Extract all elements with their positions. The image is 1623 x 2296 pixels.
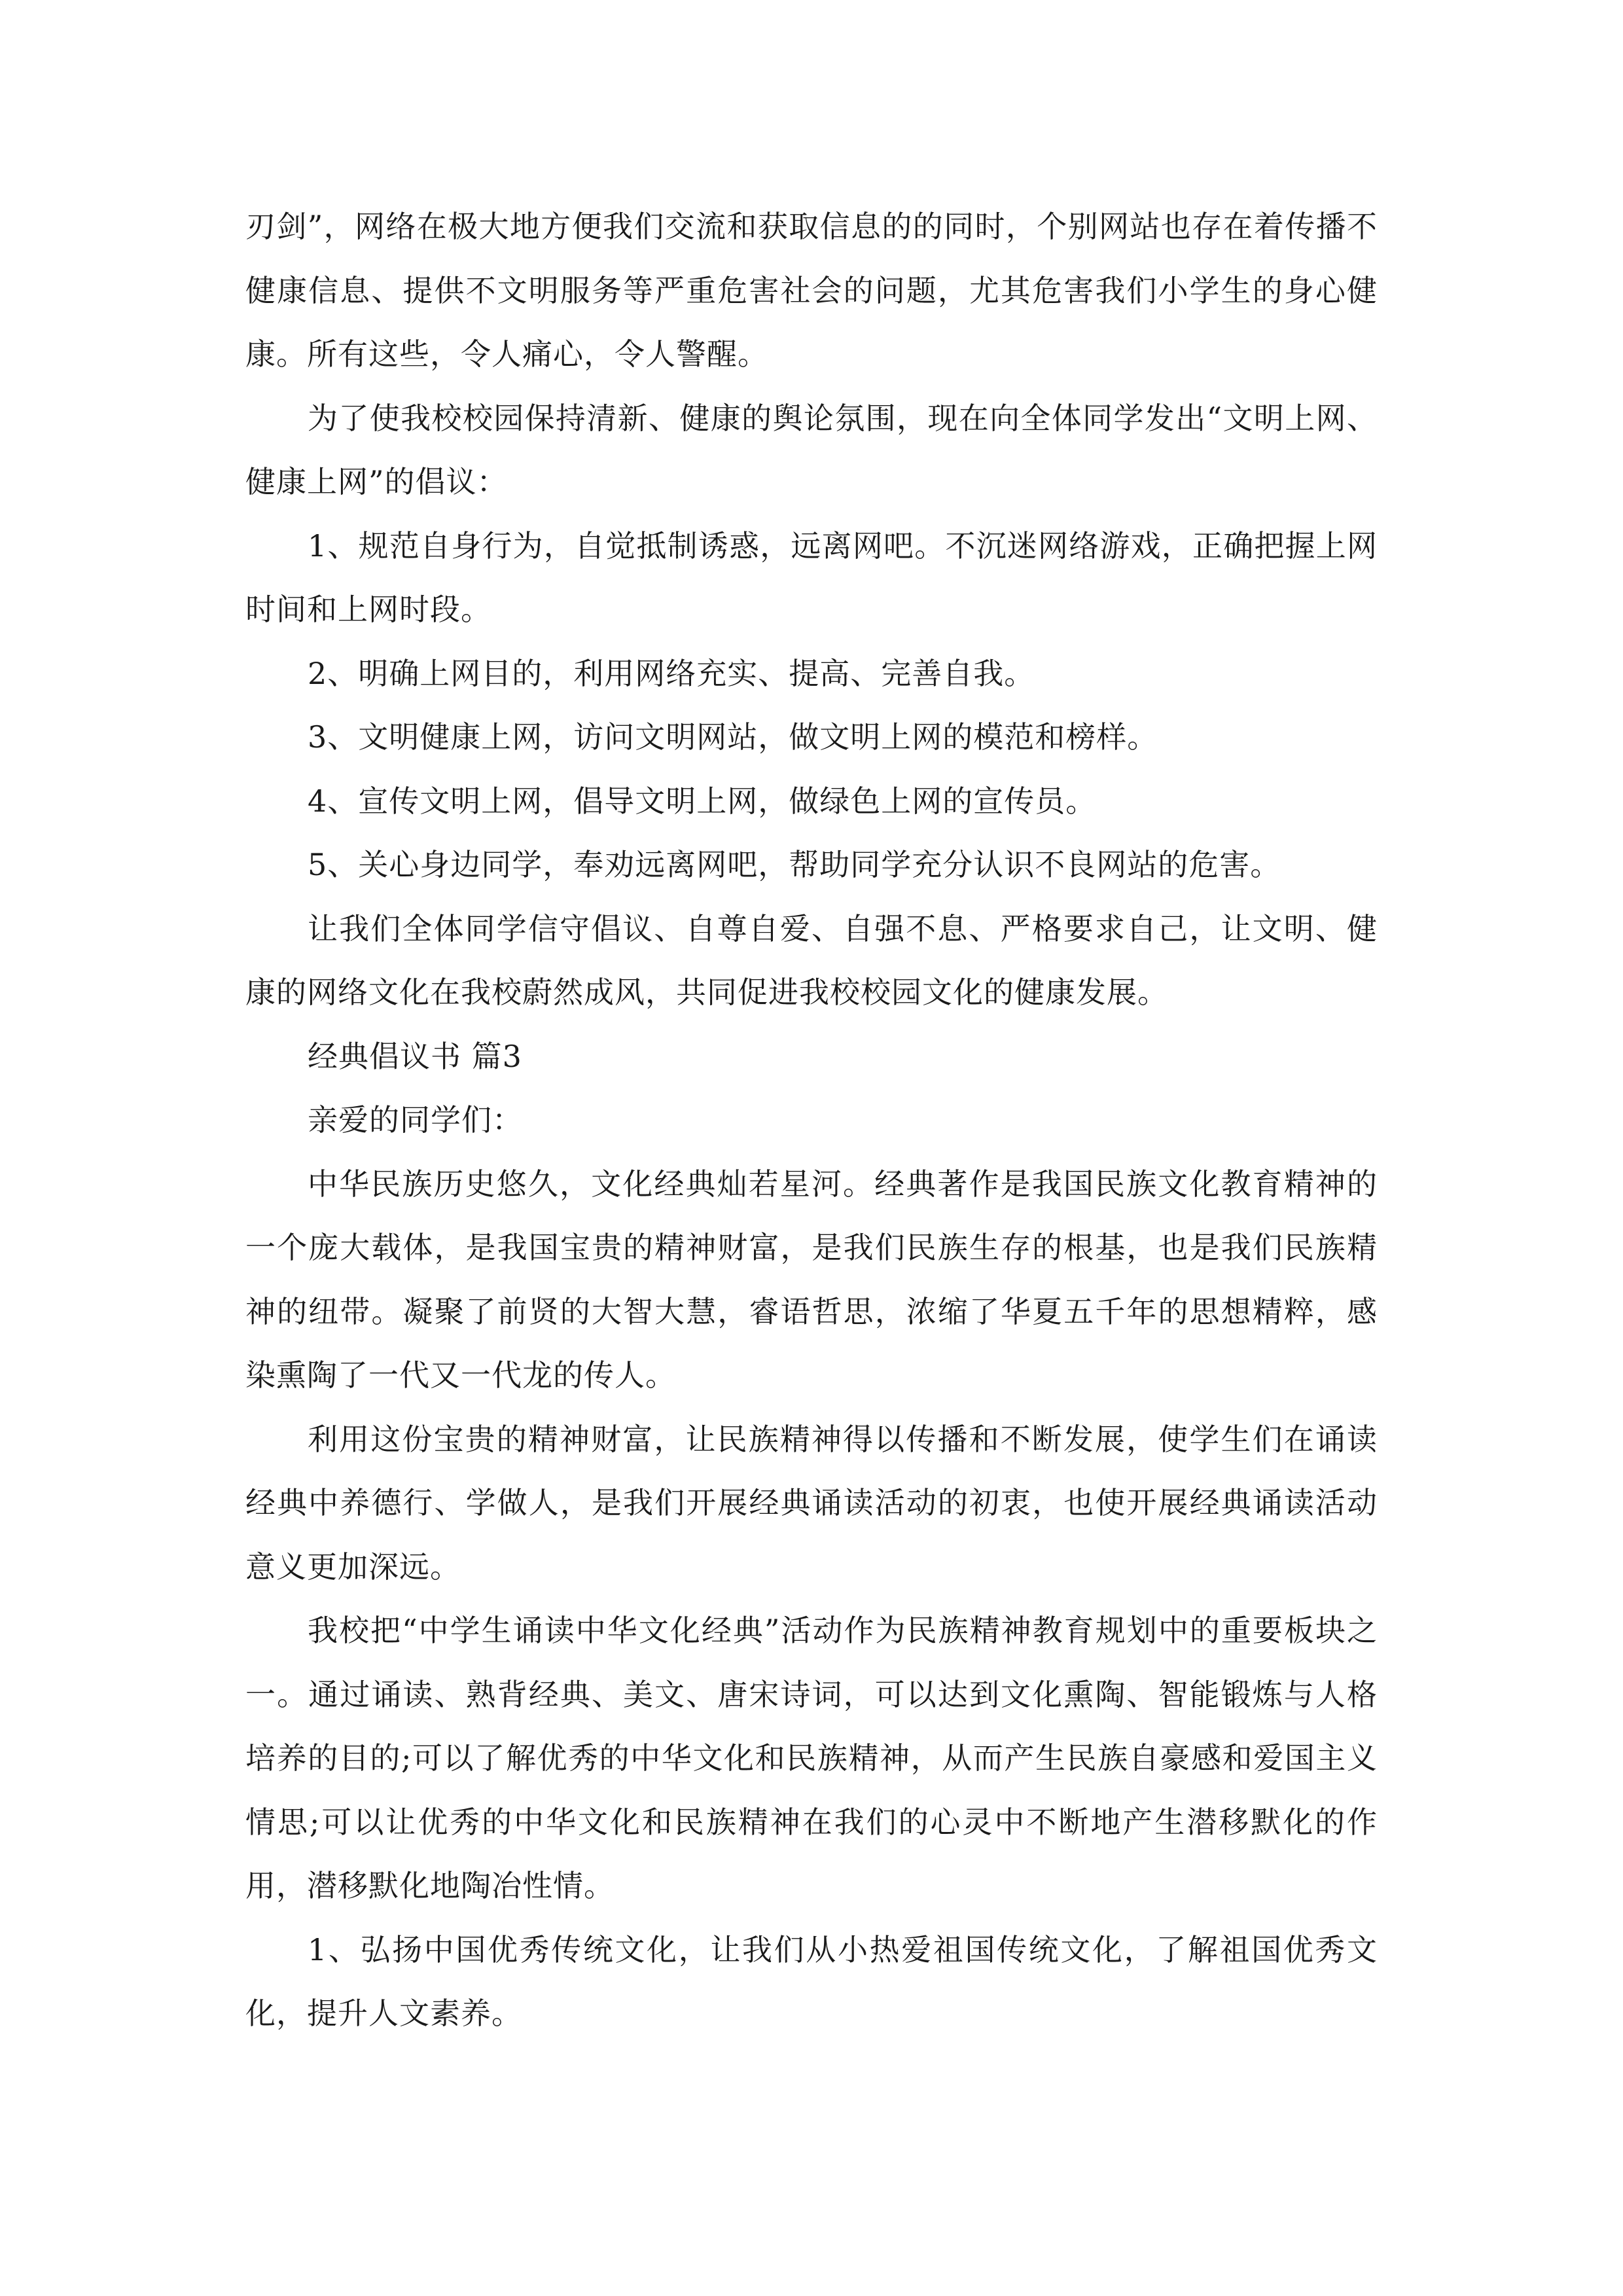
- list-item-2: 2、明确上网目的，利用网络充实、提高、完善自我。: [308, 655, 1035, 691]
- list-item-4: 4、宣传文明上网，倡导文明上网，做绿色上网的宣传员。: [308, 783, 1097, 819]
- list-item-3: 3、文明健康上网，访问文明网站，做文明上网的模范和榜样。: [308, 719, 1158, 755]
- paragraph-classics: 中华民族历史悠久，文化经典灿若星河。经典著作是我国民族文化教育精神的一个庞大载体，是我国宝贵的精神财富，是我们民族生存的根基，也是我们民族精神的纽带。凝聚了前贤的大智大慧，睿语哲思，浓缩了华夏五千年的思想精粹，感染熏陶了一代又一代龙的传人。: [245, 1166, 1378, 1393]
- paragraph-school-plan: 我校把“中学生诵读中华文化经典”活动作为民族精神教育规划中的重要板块之一。通过诵读、熟背经典、美文、唐宋诗词，可以达到文化熏陶、智能锻炼与人格培养的目的;可以了解优秀的中华文化和民族精神，从而产生民族自豪感和爱国主义情思;可以让优秀的中华文化和民族精神在我们的心灵中不断地产生潜移默化的作用，潜移默化地陶冶性情。: [245, 1613, 1378, 1903]
- document-body: [245, 195, 1378, 2046]
- paragraph-purpose: 利用这份宝贵的精神财富，让民族精神得以传播和不断发展，使学生们在诵读经典中养德行、学做人，是我们开展经典诵读活动的初衷，也使开展经典诵读活动意义更加深远。: [245, 1421, 1378, 1585]
- paragraph-continuation: 刃剑”，网络在极大地方便我们交流和获取信息的的同时，个别网站也存在着传播不健康信息、提供不文明服务等严重危害社会的问题，尤其危害我们小学生的身心健康。所有这些，令人痛心，令人警醒。: [245, 209, 1378, 372]
- salutation: 亲爱的同学们：: [308, 1102, 523, 1138]
- list-item-1: 1、规范自身行为，自觉抵制诱惑，远离网吧。不沉迷网络游戏，正确把握上网时间和上网时段。: [245, 528, 1378, 627]
- paragraph-proposal-intro: 为了使我校校园保持清新、健康的舆论氛围，现在向全体同学发出“文明上网、健康上网”的倡议：: [245, 400, 1378, 499]
- list-item-1-culture: 1、弘扬中国优秀传统文化，让我们从小热爱祖国传统文化，了解祖国优秀文化，提升人文素养。: [245, 1931, 1378, 2031]
- paragraph-closing: 让我们全体同学信守倡议、自尊自爱、自强不息、严格要求自己，让文明、健康的网络文化在我校蔚然成风，共同促进我校校园文化的健康发展。: [245, 910, 1378, 1010]
- list-item-5: 5、关心身边同学，奉劝远离网吧，帮助同学充分认识不良网站的危害。: [308, 847, 1281, 882]
- section-heading: 经典倡议书 篇3: [308, 1038, 522, 1074]
